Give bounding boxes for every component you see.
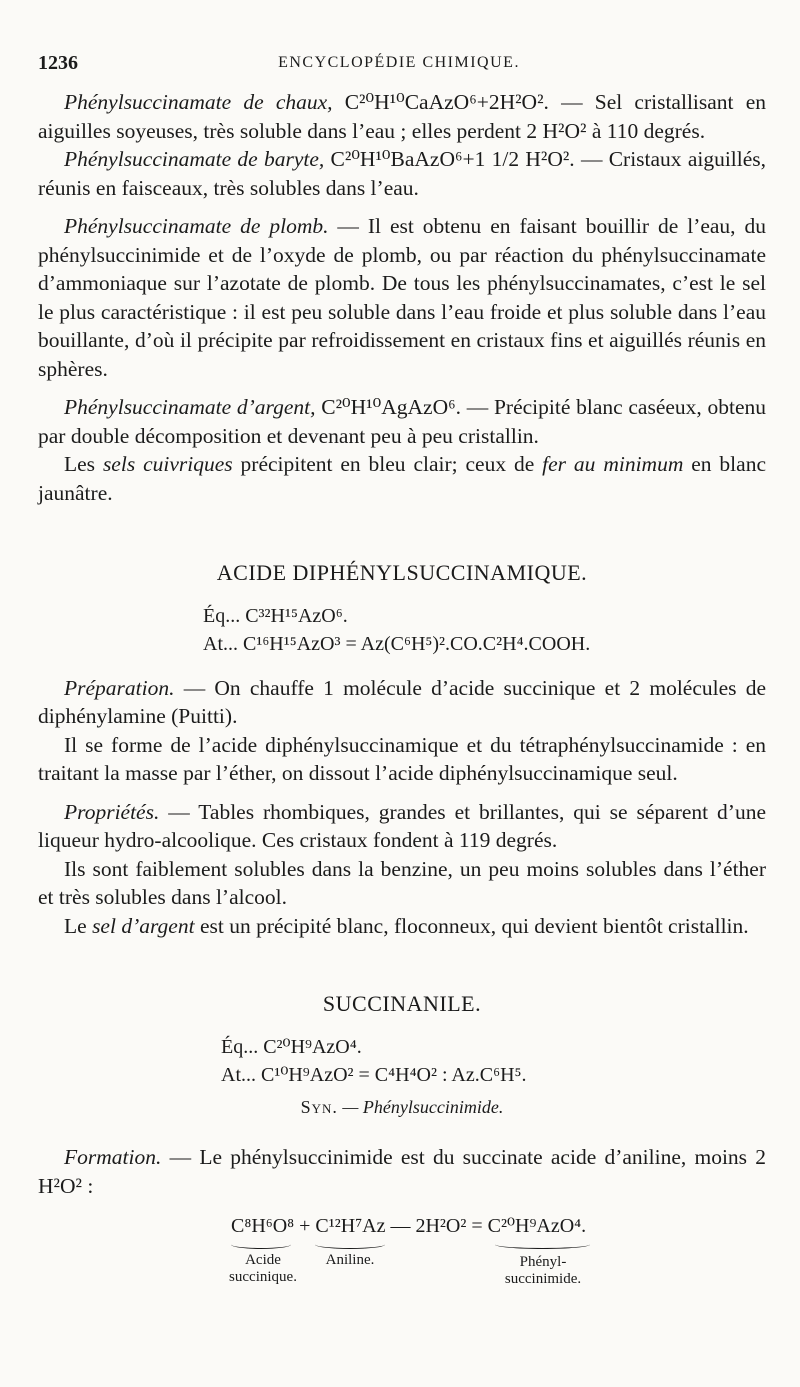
section-title: ACIDE DIPHÉNYLSUCCINAMIQUE.	[216, 560, 588, 585]
compound-name: Phénylsuccinamate d’argent,	[64, 395, 316, 419]
equation-label: Aniline.	[325, 1252, 375, 1268]
paragraph-lead: Préparation.	[64, 675, 175, 700]
paragraph-text: — Le phénylsuccinimide est du succinate acide d’aniline, moins 2 H²O² :	[38, 1145, 767, 1198]
atomic-formula	[38, 1061, 766, 1089]
page-header	[38, 52, 760, 80]
formula-value: C¹⁶H¹⁵AzO³ = Az(C⁶H⁵)².CO.C²H⁴.COOH.	[243, 632, 591, 655]
text-run: précipitent en bleu clair; ceux de	[232, 452, 543, 476]
formula-label: At...	[203, 632, 238, 655]
paragraph-formation-acide	[38, 731, 766, 788]
formula-label: At...	[221, 1063, 256, 1086]
paragraph-lead: Formation.	[64, 1145, 162, 1169]
compound-formula: C²⁰H¹⁰BaAzO⁶+1 1/2 H²O².	[330, 147, 575, 171]
synonym-label: Syn.	[300, 1096, 338, 1117]
paragraph-text: — Il est obtenu en faisant bouillir de l’eau, du phénylsuccinimide et de l’oxyde de plomb, ou par réaction du phénylsuccinamate d’ammoniaque sur l’azotate de plomb. De tous les phénylsuccinamates, c’est le sel le plus caractéristique : il est peu soluble dans l’eau froide et plus soluble dans l’eau bouillante, d’où il précipite par refroidissement en cristaux fins et aiguillés réunis en sphères.	[38, 214, 767, 381]
formula-value: C²⁰H⁹AzO⁴.	[263, 1035, 362, 1058]
paragraph-sel-argent	[38, 912, 766, 941]
equation-formula: C⁸H⁶O⁸ + C¹²H⁷Az — 2H²O² = C²⁰H⁹AzO⁴.	[231, 1215, 587, 1237]
paragraph-plomb	[38, 212, 766, 383]
page-number: 1236	[38, 52, 78, 74]
underbrace	[315, 1240, 385, 1249]
compound-name: Phénylsuccinamate de chaux,	[64, 90, 333, 114]
compound-name: Phénylsuccinamate de baryte,	[64, 147, 325, 171]
equivalent-formula	[38, 1033, 766, 1061]
paragraph-text: — Précipité blanc caséeux, obtenu par double décomposition et devenant peu à peu cristallin.	[38, 395, 767, 448]
paragraph-chaux	[38, 88, 766, 145]
reaction-equation	[38, 1212, 766, 1292]
paragraph-sels	[38, 450, 766, 507]
paragraph-text: — Cristaux aiguillés, réunis en faisceaux, très solubles dans l’eau.	[38, 147, 767, 200]
paragraph-text: Il se forme de l’acide diphénylsuccinamique et du tétraphénylsuccinamide : en traitant la masse par l’éther, on dissout l’acide diphénylsuccinamique seul.	[38, 732, 766, 785]
paragraph-solubilite	[38, 855, 766, 912]
compound-name: Phénylsuccinamate de plomb.	[64, 214, 329, 238]
text-run: est un précipité blanc, floconneux, qui devient bientôt cristallin.	[194, 913, 749, 938]
formula-label: Éq...	[221, 1035, 259, 1058]
paragraph-argent	[38, 393, 766, 450]
synonym-text: — Phénylsuccinimide.	[342, 1096, 504, 1117]
text-run: Les	[64, 452, 103, 476]
equivalent-formula	[38, 602, 766, 630]
paragraph-text: Ils sont faiblement solubles dans la benzine, un peu moins solubles dans l’éther et très solubles dans l’alcool.	[38, 856, 766, 909]
paragraph-text: — Tables rhombiques, grandes et brillantes, qui se séparent d’une liqueur hydro-alcoolique. Ces cristaux fondent à 119 degrés.	[38, 799, 766, 852]
paragraph-preparation	[38, 674, 766, 731]
compound-formula: C²⁰H¹⁰AgAzO⁶.	[321, 395, 461, 419]
paragraph-baryte	[38, 145, 766, 202]
formula-label: Éq...	[203, 604, 241, 627]
italic-run: fer au minimum	[542, 452, 684, 476]
formula-value: C¹⁰H⁹AzO² = C⁴H⁴O² : Az.C⁶H⁵.	[261, 1063, 527, 1086]
underbrace	[495, 1240, 590, 1249]
section-title: SUCCINANILE.	[322, 991, 482, 1016]
page-body	[38, 88, 766, 1292]
underbrace	[231, 1240, 291, 1249]
text-run: Le	[64, 913, 93, 938]
atomic-formula	[38, 630, 766, 658]
paragraph-proprietes	[38, 798, 766, 855]
synonym-line	[38, 1093, 766, 1122]
paragraph-lead: Propriétés.	[64, 799, 160, 824]
italic-run: sel d’argent	[92, 913, 195, 938]
running-title: ENCYCLOPÉDIE CHIMIQUE.	[278, 54, 520, 71]
formula-value: C³²H¹⁵AzO⁶.	[245, 604, 348, 627]
italic-run: sels cuivriques	[102, 452, 233, 476]
paragraph-text: — Sel cristallisant en aiguilles soyeuses, très soluble dans l’eau ; elles perdent 2 H²O² à 110 degrés.	[38, 90, 766, 143]
equation-label: Phényl- succinimide.	[504, 1254, 582, 1287]
equation-label: Acide succinique.	[229, 1252, 297, 1285]
text-run: en blanc jaunâtre.	[38, 452, 766, 505]
paragraph-text: — On chauffe 1 molécule d’acide succinique et 2 molécules de diphénylamine (Puitti).	[38, 675, 767, 728]
compound-formula: C²⁰H¹⁰CaAzO⁶+2H²O².	[344, 90, 549, 114]
paragraph-formation	[38, 1143, 766, 1200]
